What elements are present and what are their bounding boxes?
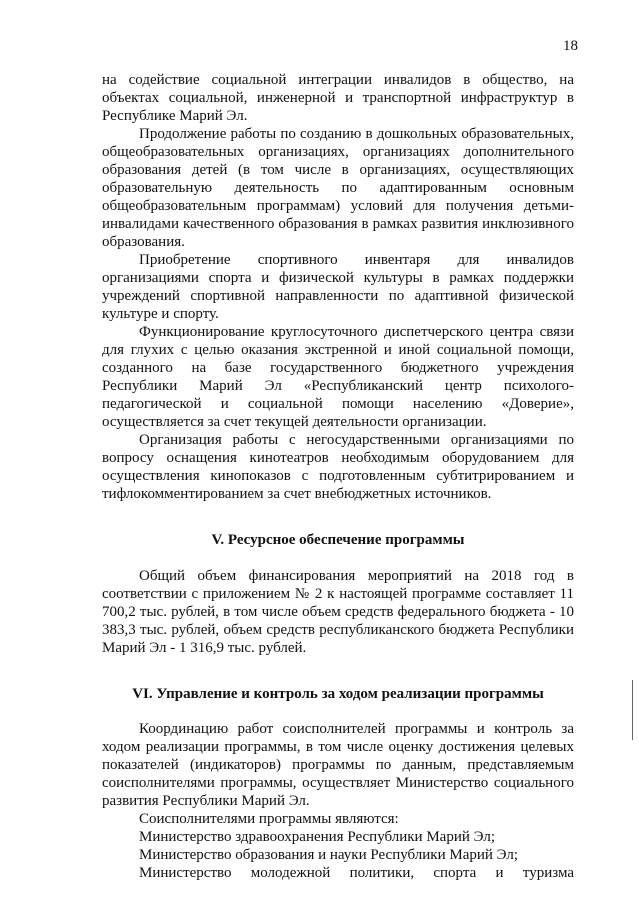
co-executor-item: Министерство образования и науки Республики Марий Эл; — [139, 847, 519, 863]
co-executor-item: Министерство молодежной политики, спорта и туризма — [139, 865, 574, 881]
paragraph-sport-equipment: Приобретение спортивного инвентаря для инвалидов организациями спорта и физической культуры в рамках поддержки учреждений спортивной направленности по адаптивной физической культуре и спорту. — [102, 252, 574, 322]
paragraph-coordination: Координацию работ соисполнителей программы и контроль за ходом реализации программы, в том числе оценку достижения целевых показателей (индикаторов) программы по данным, представляемым соисполнителями программы, осуществляет Министерство социального развития Республики Марий Эл. — [102, 721, 574, 809]
scan-edge-mark — [632, 680, 633, 740]
paragraph-dispatch-center: Функционирование круглосуточного диспетчерского центра связи для глухих с целью оказания экстренной и иной социальной помощи, созданного на базе государственного бюджетного учреждения Республики Марий Эл «Республиканский центр психолого-педагогической и социальной помощи населению «Доверие», осуществляется за счет текущей деятельности организации. — [102, 324, 574, 430]
paragraph-funding: Общий объем финансирования мероприятий на 2018 год в соответствии с приложением № 2 к настоящей программе составляет 11 700,2 тыс. рублей, в том числе объем средств федерального бюджета - 10 383,3 тыс. рублей, объем средств республиканского бюджета Республики Марий Эл - 1 316,9 тыс. рублей. — [102, 568, 574, 656]
paragraph-continuation: на содействие социальной интеграции инвалидов в общество, на объектах социальной, инженерной и транспортной инфраструктур в Республике Марий Эл. — [102, 72, 574, 124]
page-number: 18 — [563, 38, 578, 54]
section-5-heading: V. Ресурсное обеспечение программы — [211, 532, 465, 548]
paragraph-education: Продолжение работы по созданию в дошкольных образовательных, общеобразовательных организациях, организациях дополнительного образования детей (в том числе в организациях, осуществляющих образовательную деятельность по адаптированным основным общеобразовательным программам) условий для получения детьми-инвалидами качественного образования в рамках развития инклюзивного образования. — [102, 126, 574, 250]
paragraph-cinema: Организация работы с негосударственными организациями по вопросу оснащения кинотеатров необходимым оборудованием для осуществления кинопоказов с подготовленным субтитрированием и тифлокомментированием за счет внебюджетных источников. — [102, 432, 574, 502]
section-6-heading: VI. Управление и контроль за ходом реализации программы — [132, 686, 544, 702]
document-body — [102, 71, 574, 882]
co-executors-intro: Соисполнителями программы являются: — [139, 811, 399, 827]
co-executor-item: Министерство здравоохранения Республики Марий Эл; — [139, 829, 495, 845]
